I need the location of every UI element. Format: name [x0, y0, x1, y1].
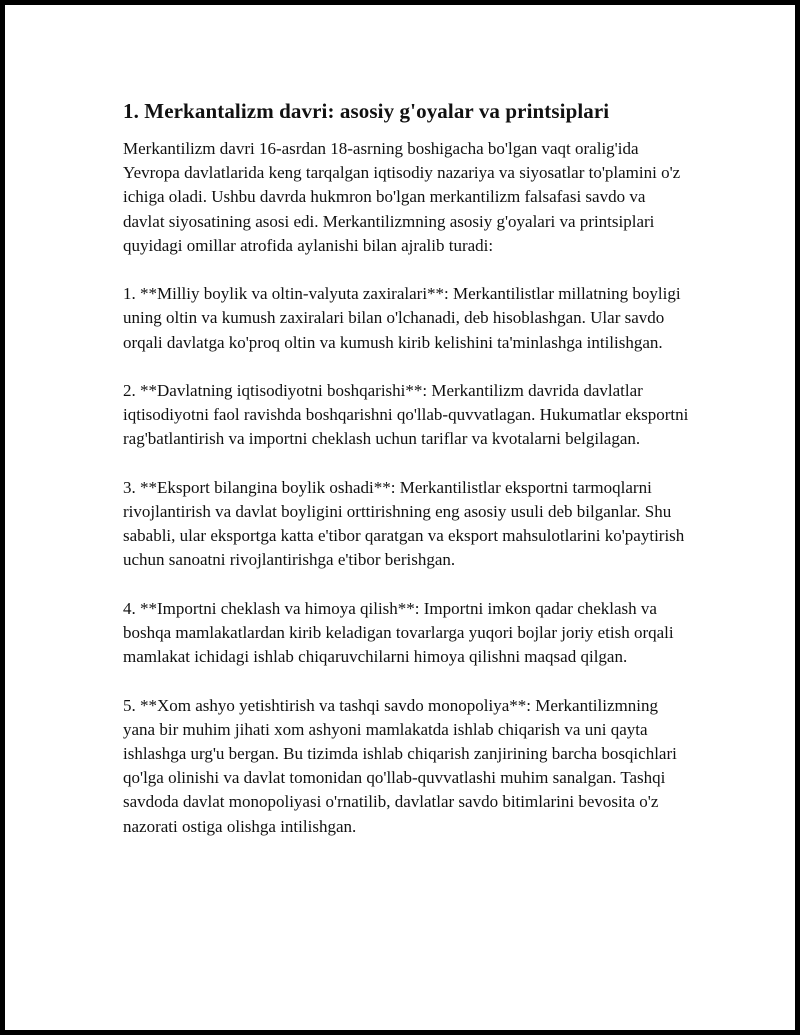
paragraph-national-wealth: 1. **Milliy boylik va oltin-valyuta zaxiralari**: Merkantilistlar millatning boyligi uning oltin va kumush zaxiralari bilan o'lchanadi, deb hisoblashgan. Ular savdo orqali davlatga ko'proq oltin va kumush kirib kelishini ta'minlashga intilishgan.	[123, 284, 681, 352]
intro-paragraph: Merkantilizm davri 16-asrdan 18-asrning boshigacha bo'lgan vaqt oralig'ida Yevropa davlatlarida keng tarqalgan iqtisodiy nazariya va siyosatlar to'plamini o'z ichiga oladi. Ushbu davrda hukmron bo'lgan merkantilizm falsafasi savdo va davlat siyosatining asosi edi. Merkantilizmning asosiy g'oyalari va printsiplari quyidagi omillar atrofida aylanishi bilan ajralib turadi:	[123, 139, 681, 255]
section-title: 1. Merkantalizm davri: asosiy g'oyalar va printsiplari	[123, 99, 610, 123]
paragraph-export-wealth: 3. **Eksport bilangina boylik oshadi**: Merkantilistlar eksportni tarmoqlarni rivojlantirish va davlat boyligini orttirishning eng asosiy usuli deb bilganlar. Shu sababli, ular eksportga katta e'tibor qaratgan va eksport mahsulotlarini ko'paytirish uchun sanoatni rivojlantirishga e'tibor berishgan.	[123, 477, 685, 570]
paragraph-import-restriction: 4. **Importni cheklash va himoya qilish**: Importni imkon qadar cheklash va boshqa mamlakatlardan kirib keladigan tovarlarga yuqori bojlar joriy etish orqali mamlakat ichidagi ishlab chiqaruvchilarni himoya qilishni maqsad qilgan.	[123, 598, 674, 667]
document-body	[123, 97, 689, 839]
paragraph-raw-materials-monopoly: 5. **Xom ashyo yetishtirish va tashqi savdo monopoliya**: Merkantilizmning yana bir muhim jihati xom ashyoni mamlakatda ishlab chiqarish va uni qayta ishlashga urg'u bergan. Bu tizimda ishlab chiqarish zanjirining barcha bosqichlari qo'lga olinishi va davlat tomonidan qo'llab-quvvatlashi muhim sanalgan. Tashqi savdoda davlat monopoliyasi o'rnatilib, davlatlar savdo bitimlarini bevosita o'z nazorati ostiga olishga intilishgan.	[123, 695, 677, 836]
paragraph-state-control: 2. **Davlatning iqtisodiyotni boshqarishi**: Merkantilizm davrida davlatlar iqtisodiyotni faol ravishda boshqarishni qo'llab-quvvatlagan. Hukumatlar eksportni rag'batlantirish va importni cheklash uchun tariflar va kvotalarni belgilagan.	[123, 381, 689, 449]
